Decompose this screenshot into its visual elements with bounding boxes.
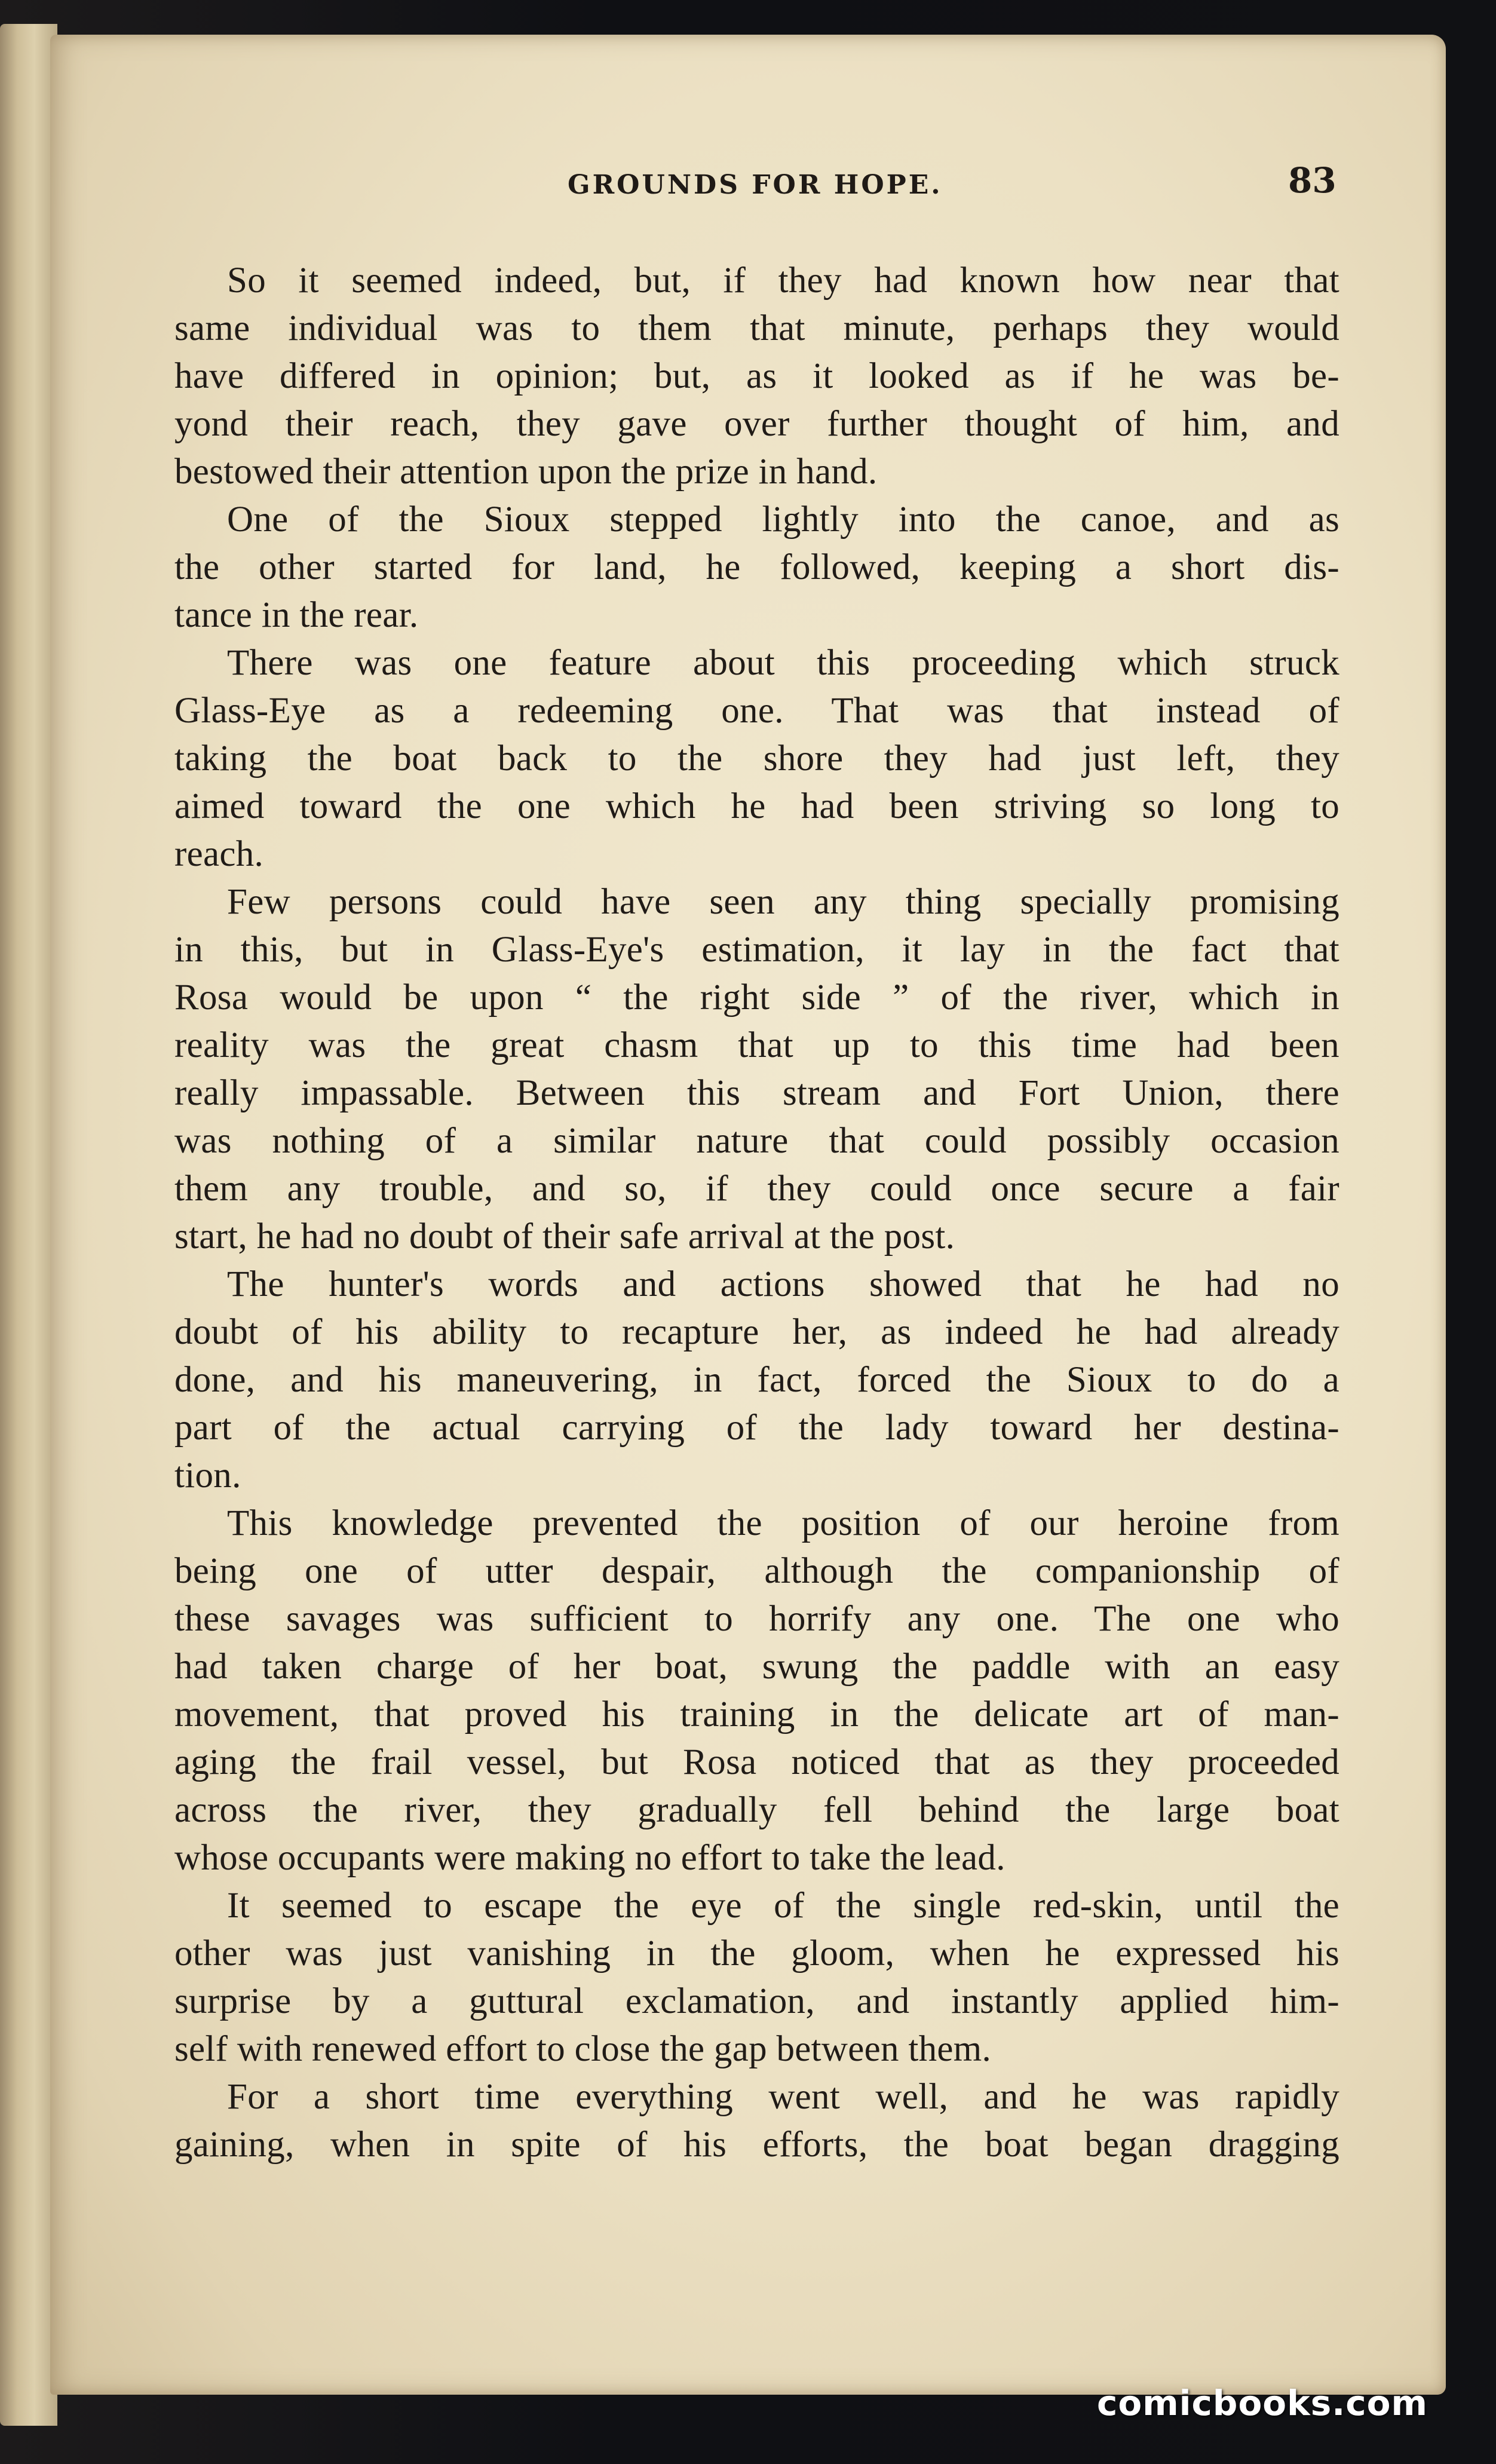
text-line: them any trouble, and so, if they could once secure a fair xyxy=(174,1169,1339,1209)
text-line: reality was the great chasm that up to this time had been xyxy=(174,1025,1339,1065)
text-line: being one of utter despair, although the companionship of xyxy=(174,1551,1339,1591)
text-line: Few persons could have seen any thing specially promising xyxy=(227,882,1339,922)
text-line: these savages was sufficient to horrify any one. The one who xyxy=(174,1599,1339,1639)
text-line: same individual was to them that minute, perhaps they would xyxy=(174,308,1339,348)
page-number: 83 xyxy=(1288,160,1336,201)
text-line: The hunter's words and actions showed that he had no xyxy=(227,1264,1339,1304)
text-line: yond their reach, they gave over further thought of him, and xyxy=(174,404,1339,444)
text-line: self with renewed effort to close the gap between them. xyxy=(174,2029,992,2069)
text-line: was nothing of a similar nature that could possibly occasion xyxy=(174,1121,1339,1161)
text-line: aimed toward the one which he had been striving so long to xyxy=(174,786,1339,826)
text-line: surprise by a guttural exclamation, and instantly applied him- xyxy=(174,1981,1339,2021)
text-line: It seemed to escape the eye of the single red-skin, until the xyxy=(227,1886,1339,1926)
text-line: reach. xyxy=(174,834,264,874)
book-page-edges xyxy=(0,24,57,2426)
text-line: other was just vanishing in the gloom, when he expressed his xyxy=(174,1933,1339,1973)
text-line: This knowledge prevented the position of our heroine from xyxy=(227,1503,1339,1543)
text-line: part of the actual carrying of the lady toward her destina- xyxy=(174,1408,1339,1448)
text-line: start, he had no doubt of their safe arrival at the post. xyxy=(174,1216,955,1256)
text-line: One of the Sioux stepped lightly into the canoe, and as xyxy=(227,499,1339,540)
text-line: had taken charge of her boat, swung the paddle with an easy xyxy=(174,1647,1339,1687)
text-line: Glass-Eye as a redeeming one. That was that instead of xyxy=(174,691,1339,731)
text-line: gaining, when in spite of his efforts, the boat began dragging xyxy=(174,2125,1339,2165)
text-line: done, and his maneuvering, in fact, forced the Sioux to do a xyxy=(174,1360,1339,1400)
watermark: comicbooks.com xyxy=(1097,2383,1428,2423)
text-line: really impassable. Between this stream and Fort Union, there xyxy=(174,1073,1339,1113)
body-text xyxy=(174,257,1339,2169)
text-line: tion. xyxy=(174,1455,241,1495)
text-line: So it seemed indeed, but, if they had known how near that xyxy=(227,261,1339,301)
text-line: For a short time everything went well, and he was rapidly xyxy=(227,2077,1339,2117)
text-line: bestowed their attention upon the prize in hand. xyxy=(174,452,878,492)
text-line: Rosa would be upon “ the right side ” of the river, which in xyxy=(174,977,1339,1018)
text-line: across the river, they gradually fell behind the large boat xyxy=(174,1790,1339,1830)
text-line: taking the boat back to the shore they had just left, they xyxy=(174,738,1339,779)
text-line: in this, but in Glass-Eye's estimation, it lay in the fact that xyxy=(174,930,1339,970)
running-head: GROUNDS FOR HOPE. xyxy=(568,170,943,200)
text-line: have differed in opinion; but, as it looked as if he was be- xyxy=(174,356,1339,396)
text-line: There was one feature about this proceeding which struck xyxy=(227,643,1339,683)
text-line: the other started for land, he followed, keeping a short dis- xyxy=(174,547,1339,587)
text-line: doubt of his ability to recapture her, as indeed he had already xyxy=(174,1312,1339,1352)
text-line: whose occupants were making no effort to take the lead. xyxy=(174,1838,1005,1878)
text-line: movement, that proved his training in the delicate art of man- xyxy=(174,1694,1339,1734)
text-line: aging the frail vessel, but Rosa noticed that as they proceeded xyxy=(174,1742,1339,1782)
text-line: tance in the rear. xyxy=(174,595,419,635)
